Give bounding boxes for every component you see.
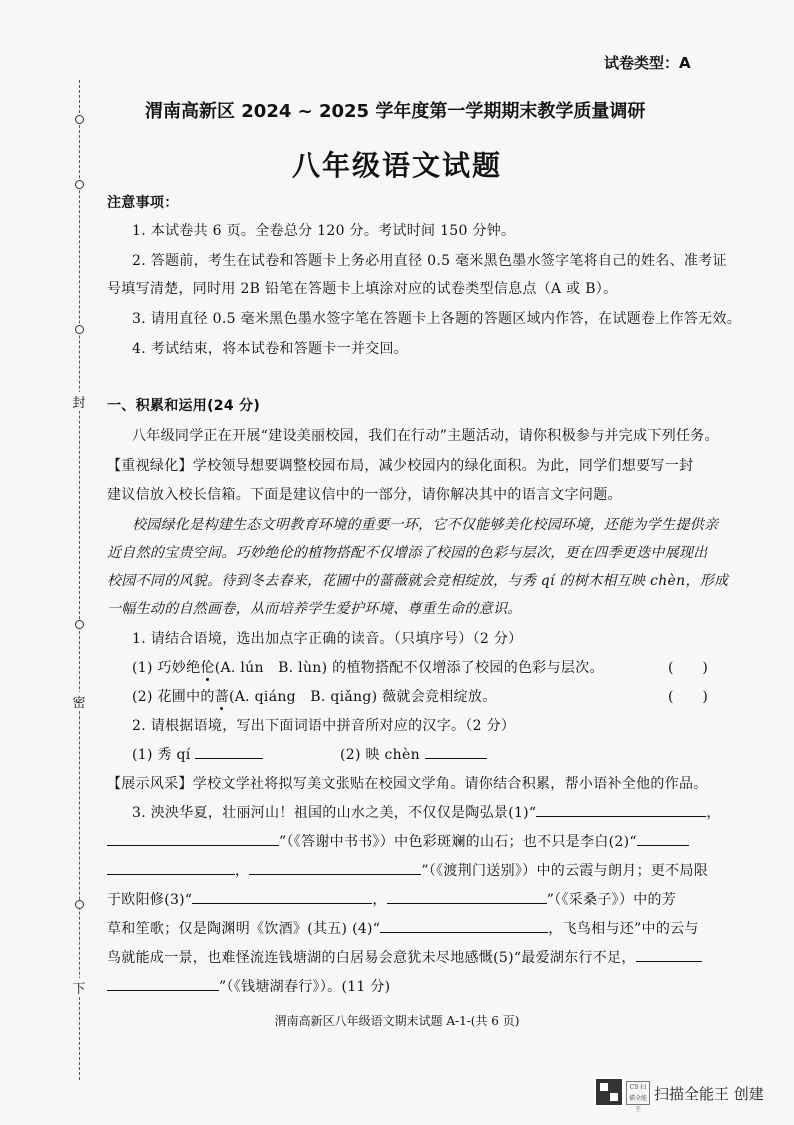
passage-line-1: 校园绿化是构建生态文明教育环境的重要一环，它不仅能够美化校园环境，还能为学生提供亲	[132, 517, 719, 533]
passage-line-2: 近自然的宝贵空间。巧妙绝伦的植物搭配不仅增添了校园的色彩与层次，更在四季更迭中展现出	[107, 545, 708, 561]
binding-circle	[75, 620, 84, 629]
section1-heading: 一、积累和运用(24 分)	[107, 398, 261, 414]
q3-line-4-text-a: 于欧阳修(3)“	[107, 892, 193, 908]
main-title: 八年级语文试题	[291, 149, 502, 182]
passage-line-4: 一幅生动的自然画卷，从而培养学生爱护环境、尊重生命的意识。	[107, 601, 522, 617]
header-title: 渭南高新区 2024 ~ 2025 学年度第一学期期末教学质量调研	[145, 101, 646, 122]
q3-comma: ，	[372, 892, 387, 908]
task2-line: 【展示风采】学校文学社将拟写美文张贴在校园文学角。请你结合积累，帮小语补全他的作品。	[107, 776, 708, 792]
question-1: 1. 请结合语境，选出加点字正确的读音。（只填序号）（2 分）	[132, 631, 523, 647]
q3-blank-1b[interactable]	[107, 831, 279, 846]
notes-item-2b: 号填写清楚，同时用 2B 铅笔在答题卡上填涂对应的试卷类型信息点（A 或 B）。	[107, 281, 618, 297]
notes-item-2a: 2. 答题前，考生在试卷和答题卡上务必用直径 0.5 毫米黑色墨水签字笔将自己的姓名、准考证	[132, 253, 727, 269]
scanner-watermark	[594, 1077, 774, 1113]
q3-blank-3b[interactable]	[387, 889, 547, 904]
binding-mark-mi: 密	[70, 692, 88, 711]
q3-line-3	[107, 860, 708, 880]
q3-blank-5b[interactable]	[107, 976, 219, 991]
notes-item-4: 4. 考试结束，将本试卷和答题卡一并交回。	[132, 341, 409, 357]
q3-line-4	[107, 889, 676, 909]
q3-comma: ，	[235, 863, 250, 879]
q1-1-suffix: (A. lún B. lùn) 的植物搭配不仅增添了校园的色彩与层次。	[214, 660, 604, 676]
binding-mark-xia: 下	[70, 978, 88, 997]
binding-circle	[75, 115, 84, 124]
q1-2-dotted-char: 蔷	[214, 689, 229, 705]
binding-mark-feng: 封	[70, 392, 88, 411]
binding-dashed-line	[79, 80, 80, 1080]
page-footer: 渭南高新区八年级语文期末试题 A-1-(共 6 页)	[274, 1014, 520, 1028]
q3-blank-5a[interactable]	[636, 947, 702, 962]
question-2-1	[132, 744, 263, 764]
q3-blank-3a[interactable]	[192, 889, 372, 904]
binding-circle	[75, 900, 84, 909]
q3-line-7-text: ”（《钱塘湖春行》）。(11 分)	[219, 979, 391, 995]
q3-line-6	[107, 947, 702, 967]
passage-line-3: 校园不同的风貌。待到冬去春来，花圃中的蔷薇就会竞相绽放，与秀 qí 的树木相互映 chèn，形成	[107, 573, 729, 589]
question-2-2	[340, 744, 487, 764]
q1-1-prefix: (1) 巧妙绝	[132, 660, 201, 676]
task1-line-a: 【重视绿化】学校领导想要调整校园布局，减少校园内的绿化面积。为此，同学们想要写一封	[107, 458, 694, 474]
q2-1-label: (1) 秀 qí	[132, 747, 191, 763]
q3-line-3-text: ”（《渡荆门送别》）中的云霞与朗月；更不局限	[421, 863, 709, 879]
q3-blank-2b[interactable]	[107, 860, 235, 875]
q1-2-suffix: (A. qiáng B. qiǎng) 薇就会竞相绽放。	[229, 689, 497, 705]
question-2: 2. 请根据语境，写出下面词语中拼音所对应的汉字。（2 分）	[132, 718, 516, 734]
scanner-text: 扫描全能王 创建	[654, 1085, 764, 1103]
qr-code-icon	[594, 1077, 624, 1107]
binding-margin	[64, 80, 94, 1080]
notes-heading: 注意事项：	[107, 195, 179, 211]
paper-type: 试卷类型：A	[604, 54, 691, 72]
q2-2-answer-blank[interactable]	[425, 744, 487, 759]
q3-blank-4[interactable]	[380, 918, 548, 933]
q1-2-answer-paren[interactable]: ( )	[668, 689, 709, 705]
q3-blank-2a[interactable]	[637, 831, 689, 846]
camscanner-logo: CS 扫描全能王	[626, 1081, 650, 1105]
q1-1-answer-paren[interactable]: ( )	[668, 660, 709, 676]
q3-line-4-text-b: ”（《采桑子》）中的芳	[546, 892, 677, 908]
q2-2-label: (2) 映 chèn	[340, 747, 420, 763]
q3-line-1	[132, 802, 721, 822]
q1-2-prefix: (2) 花圃中的	[132, 689, 215, 705]
q3-line-2-text: ”（《答谢中书书》）中色彩斑斓的山石；也不只是李白(2)“	[279, 834, 637, 850]
notes-item-3: 3. 请用直径 0.5 毫米黑色墨水签字笔在答题卡上各题的答题区域内作答，在试题卷上作答无效。	[132, 311, 742, 327]
q3-blank-1a[interactable]	[536, 802, 706, 817]
question-1-2	[132, 686, 497, 706]
q3-line-2	[107, 831, 689, 851]
q3-line-5-text-a: 草和笙歌；仅是陶渊明《饮酒》(其五) (4)“	[107, 921, 381, 937]
q3-line-5	[107, 918, 699, 938]
q3-blank-2c[interactable]	[249, 860, 421, 875]
q2-1-answer-blank[interactable]	[195, 744, 263, 759]
q3-line-7	[107, 976, 390, 996]
q3-line-6-text: 鸟就能成一景，也难怪流连钱塘湖的白居易会意犹未尽地感慨(5)“最爱湖东行不足，	[107, 950, 636, 966]
notes-item-1: 1. 本试卷共 6 页。全卷总分 120 分。考试时间 150 分钟。	[132, 223, 516, 239]
q3-line-5-text-b: ，飞鸟相与还”中的云与	[548, 921, 699, 937]
task1-line-b: 建议信放入校长信箱。下面是建议信中的一部分，请你解决其中的语言文字问题。	[107, 487, 622, 503]
q1-1-dotted-char: 伦	[200, 660, 215, 676]
section1-intro: 八年级同学正在开展“建设美丽校园，我们在行动”主题活动，请你积极参与并完成下列任务。	[132, 428, 719, 444]
q3-comma: ，	[706, 805, 721, 821]
question-1-1	[132, 657, 604, 677]
q3-line-1-text: 3. 泱泱华夏，壮丽河山！祖国的山水之美，不仅仅是陶弘景(1)“	[132, 805, 537, 821]
binding-circle	[75, 325, 84, 334]
